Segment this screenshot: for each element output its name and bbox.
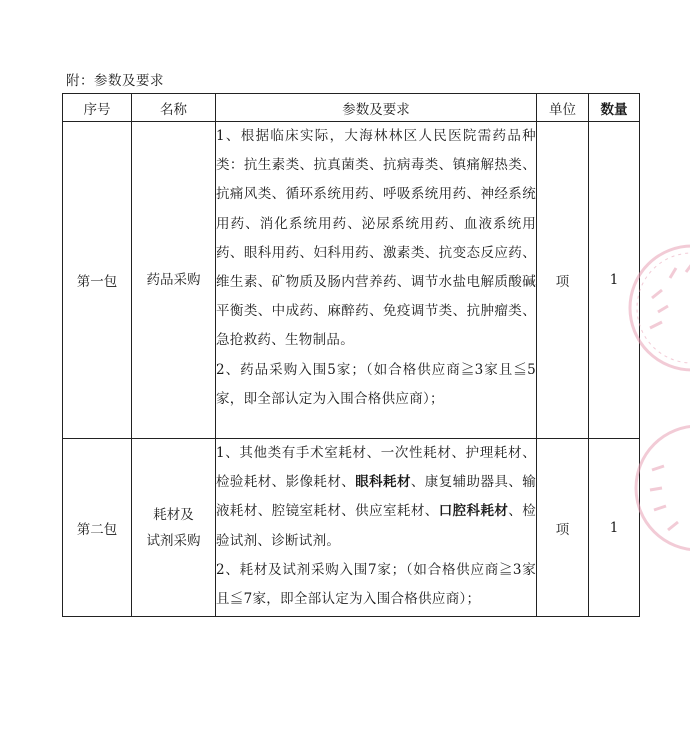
- req-item-1: 1、根据临床实际，大海林林区人民医院需药品种类：抗生素类、抗真菌类、抗病毒类、镇痛解热类、抗痛风类、循环系统用药、呼吸系统用药、神经系统用药、消化系统用药、泌尿系统用药、血液系统用药、眼科用药、妇科用药、激素类、抗变态反应药、维生素、矿物质及肠内营养药、调节水盐电解质酸碱平衡类、中成药、麻醉药、免疫调节类、抗肿瘤类、急抢救药、生物制品。: [216, 128, 536, 349]
- cell-name: [132, 439, 216, 617]
- req-item-2: 2、药品采购入围5家；（如合格供应商≧3家且≦5家，即全部认定为入围合格供应商）；: [216, 361, 536, 407]
- official-seal-icon: [628, 418, 690, 558]
- table-header-row: [63, 94, 640, 122]
- req-text-bold: 口腔科耗材: [438, 503, 509, 520]
- req-item-2: 2、耗材及试剂采购入围7家；（如合格供应商≧3家且≦7家，即全部认定为入围合格供应商）；: [216, 561, 536, 608]
- col-header-seq: 序号: [63, 94, 132, 122]
- table-row: [63, 439, 640, 617]
- page-heading: 附：参数及要求: [66, 73, 164, 89]
- cell-unit: 项: [537, 122, 589, 439]
- cell-qty: 1: [589, 439, 640, 617]
- col-header-qty: 数量: [589, 94, 640, 122]
- col-header-name: 名称: [132, 94, 216, 122]
- cell-name-line: 试剂采购: [146, 532, 201, 549]
- cell-name-line: 耗材及: [153, 506, 194, 523]
- seal-marks: [650, 466, 678, 530]
- cell-name-line: 药品采购: [146, 272, 201, 288]
- seal-ring: [630, 246, 690, 370]
- req-text-bold: 眼科耗材: [355, 474, 411, 491]
- cell-qty: 1: [589, 122, 640, 439]
- cell-unit: 项: [537, 439, 589, 617]
- seal-marks: [650, 264, 690, 328]
- official-seal-icon: [622, 238, 690, 378]
- req-text: 、康复辅助器具、输液耗材、腔镜室耗材、供应室耗材、: [216, 474, 537, 520]
- seal-ring: [636, 426, 690, 550]
- req-item-1: [216, 439, 536, 556]
- req-text: 、检验试剂、诊断试剂。: [216, 503, 536, 549]
- req-text: 1、其他类有手术室耗材、一次性耗材、护理耗材、检验耗材、影像耗材、: [216, 445, 536, 491]
- table-row: [63, 122, 640, 439]
- col-header-req: 参数及要求: [216, 94, 537, 122]
- spec-table: [62, 93, 640, 617]
- cell-req: [216, 439, 537, 617]
- cell-seq: 第二包: [63, 439, 132, 617]
- cell-seq: 第一包: [63, 122, 132, 439]
- cell-req: [216, 122, 537, 439]
- col-header-unit: 单位: [537, 94, 589, 122]
- cell-name: [132, 122, 216, 439]
